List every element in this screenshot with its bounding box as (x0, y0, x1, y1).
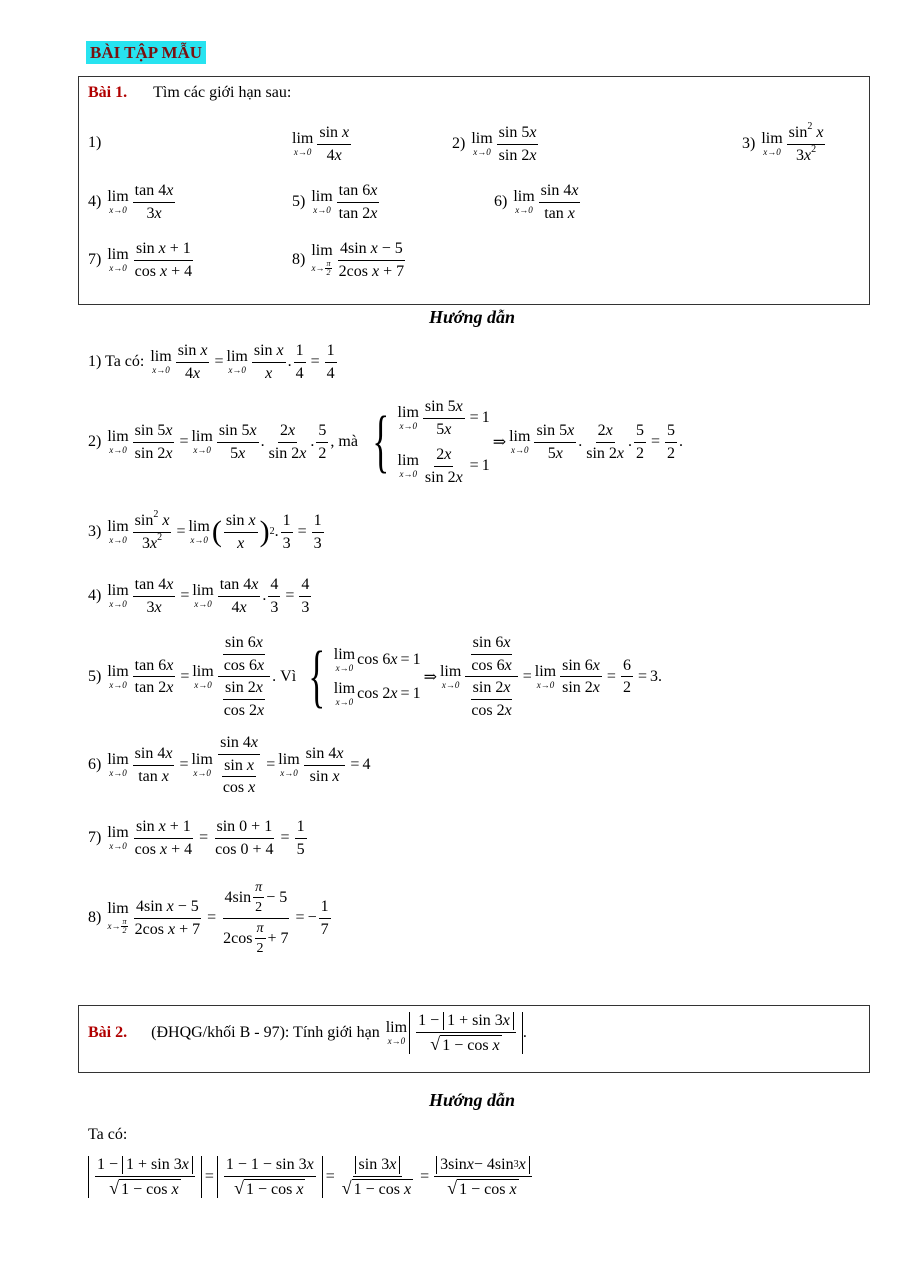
problem-4-label: 4) (88, 193, 102, 211)
solution-8-label: 8) (88, 909, 102, 927)
problem-4-formula: 4) lim x→0 tan 4x 3x (88, 182, 174, 222)
solution-6-label: 6) (88, 756, 102, 774)
solution-3: 3) lim x→0 $\frac{\sin^2 x}{3x^2}$ = lim x→0 ( sin x x ) 2 . $\frac{1}{3}$ = $\frac{1}{3}$ (88, 509, 322, 552)
exercise-prompt: Tìm các giới hạn sau: (153, 84, 292, 101)
solution-3-label: 3) (88, 523, 102, 541)
solution-8: 8) lim x→ π 2 $\frac{\text{4sin x − 5}}{\text{2cos x + 7}}$ = 4sin π 2 − 5 2cos π 2 + 7 = − $\frac{1}{7}$ (88, 880, 329, 957)
solution-4: 4) lim x→0 $\frac{\tan 4x}{3x}$ = lim x→0 tan 4x 4x . $\frac{4}{3}$ = $\frac{4}{3}$ (88, 576, 310, 616)
problem-6-label: 6) (494, 193, 508, 211)
section-header: BÀI TẬP MẪU (86, 41, 206, 64)
solution-5-conjunction: Vì (280, 667, 297, 685)
ta-co-text: Ta có: (88, 1126, 128, 1143)
solution-6: 6) lim x→0 $\frac{\sin 4x}{\text{tan x}}$ = lim x→0 $\frac{\sin 4x}{\frac{\text{sin x}}{\text{cos x}}}$ = lim x→0 $\frac{\sin 4x}{\text{sin x}}$ = 4 (88, 734, 371, 797)
guide-heading-2: Hướng dẫn (429, 1090, 515, 1110)
problem-5-formula: 5) lim x→0 tan 6x tan 2x (292, 182, 378, 222)
exercise-1-title (88, 84, 291, 102)
solution-1: 1) Ta có: lim x→0 $\frac{\text{sin x}}{4x}$ = lim x→0 sin x x . $\frac{1}{4}$ = $\frac{1}{4}$ (88, 342, 335, 382)
problem-8-label: 8) (292, 251, 306, 269)
exercise-2-solution: 1 − 1 + sin 3 x √ 1 − cos x = 1 − 1 − sin 3x √ 1 − cos x = sin 3 x √ 1 − cos x = 3sin x − 4sin 3 x √ 1 − cos x (88, 1156, 534, 1198)
problem-1-formula: lim x→0 sin x 4x (292, 124, 350, 164)
problem-5-label: 5) (292, 193, 306, 211)
exercise-2-title: Bài 2. (ĐHQG/khối B - 97): Tính giới hạn lim x→0 1 − 1 + sin 3 x √ 1 − cos x . (88, 1012, 527, 1054)
problem-7-formula: 7) lim x→0 sin x + 1 cos x + 4 (88, 240, 193, 280)
solution-7-label: 7) (88, 829, 102, 847)
exercise-2-prompt: (ĐHQG/khối B - 97): Tính giới hạn (151, 1024, 380, 1042)
solution-4-label: 4) (88, 587, 102, 605)
solution-2: 2) lim x→0 $\frac{\sin 5x}{\sin 2x}$ = lim x→0 sin 5x 5x . 2x sin 2x . 5 2 , mà { lim x→0 $\frac{\sin 5x}{5x}$ = 1 lim x→0 $\frac{2x}{\sin 2x}$ = 1 ⇒ lim x→0 sin 5x 5x . 2x sin 2x . $\frac{5}{2}$ = $\frac{5}{2}$ . (88, 398, 684, 486)
problem-2-label: 2) (452, 135, 466, 153)
solution-2-label: 2) (88, 433, 102, 451)
problem-7-label: 7) (88, 251, 102, 269)
solution-5-label: 5) (88, 667, 102, 685)
solution-1-intro: 1) Ta có: (88, 353, 145, 371)
solution-5: 5) lim x→0 $\frac{\tan 6x}{\tan 2x}$ = lim x→0 $\frac{\sin 6x}{\cos 6x}$ $\frac{\sin 2x}{\cos 2x}$ . Vì { lim x→0 cos 6 x = 1 lim x→0 cos 2 x = 1 ⇒ lim x→0 $\frac{\frac{\sin 6x}{\cos 6x}}{\frac{\sin 2x}{\cos 2x}}$ = lim x→0 $\frac{\sin 6x}{\sin 2x}$ = $\frac{6}{2}$ = 3. (88, 634, 662, 719)
exercise-1-box (78, 76, 870, 305)
problem-1-label: 1) (88, 134, 102, 151)
solution-7: 7) lim x→0 $\frac{\text{sin x + 1}}{\text{cos x + 4}}$ = $\frac{\sin 0 + 1}{\cos 0 + 4}$ = $\frac{1}{5}$ (88, 818, 305, 858)
problem-8-formula: 8) lim x→ π 2 4sin x − 5 2cos x + 7 (292, 240, 405, 280)
problem-6-formula: 6) lim x→0 sin 4x tan x (494, 182, 579, 222)
guide-heading-1: Hướng dẫn (429, 307, 515, 327)
problem-3-label: 3) (742, 135, 756, 153)
exercise-label: Bài 1. (88, 84, 128, 101)
problem-2-formula: 2) lim x→0 sin 5x sin 2x (452, 124, 537, 164)
problem-3-formula: 3) lim x→0 $\sin^2 x$ $3x^2$ (742, 121, 824, 164)
solution-2-conjunction: mà (338, 433, 358, 451)
exercise-2-label: Bài 2. (88, 1024, 128, 1042)
